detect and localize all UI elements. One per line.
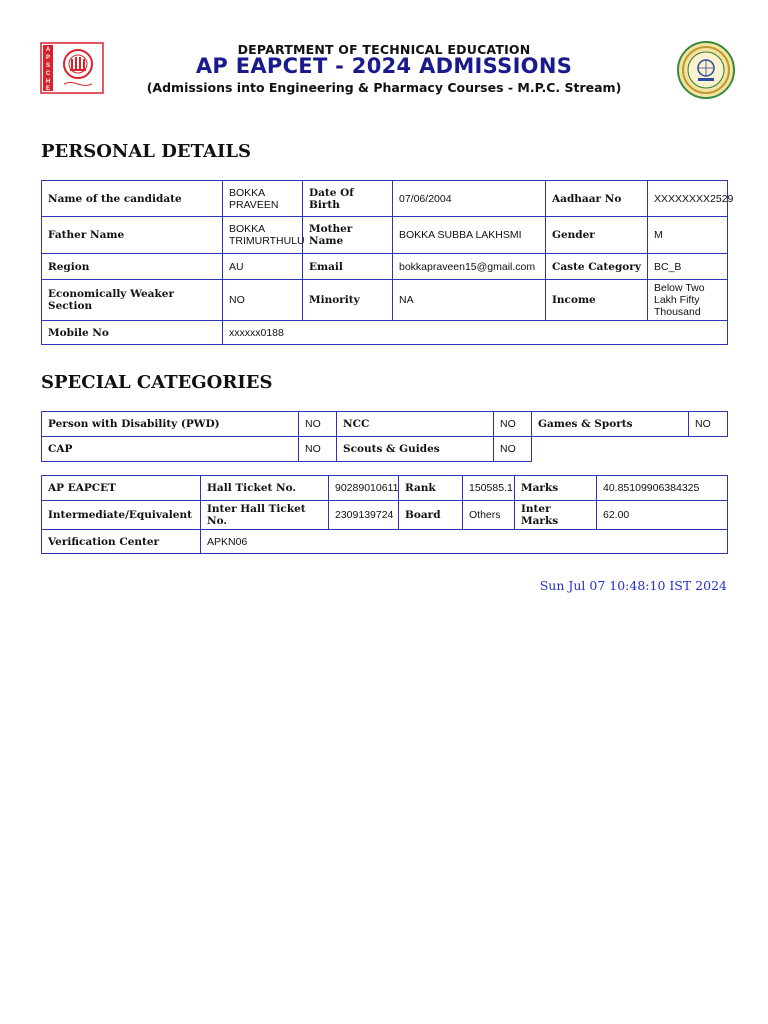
svg-text:P: P bbox=[45, 55, 51, 61]
scouts-guides-label: Scouts & Guides bbox=[337, 437, 494, 462]
special-categories-table bbox=[41, 411, 728, 462]
dob-value: 07/06/2004 bbox=[393, 181, 546, 217]
svg-text:A: A bbox=[45, 47, 51, 53]
personal-details-heading: PERSONAL DETAILS bbox=[41, 141, 252, 162]
table-row bbox=[42, 280, 728, 321]
verification-center-value: APKN06 bbox=[201, 530, 728, 554]
minority-label: Minority bbox=[303, 280, 393, 321]
pwd-label: Person with Disability (PWD) bbox=[42, 412, 299, 437]
table-row bbox=[42, 412, 728, 437]
inter-marks-value: 62.00 bbox=[597, 501, 728, 530]
ncc-value: NO bbox=[494, 412, 532, 437]
gender-value: M bbox=[648, 217, 728, 254]
table-row bbox=[42, 437, 728, 462]
email-value: bokkapraveen15@gmail.com bbox=[393, 254, 546, 280]
hall-ticket-label: Hall Ticket No. bbox=[201, 476, 329, 501]
verification-center-label: Verification Center bbox=[42, 530, 201, 554]
department-name: DEPARTMENT OF TECHNICAL EDUCATION bbox=[237, 42, 531, 57]
cap-value: NO bbox=[299, 437, 337, 462]
income-label: Income bbox=[546, 280, 648, 321]
svg-text:C: C bbox=[45, 71, 51, 77]
mother-name-value: BOKKA SUBBA LAKHSMI bbox=[393, 217, 546, 254]
ews-label: Economically Weaker Section bbox=[42, 280, 223, 321]
dob-label: Date Of Birth bbox=[303, 181, 393, 217]
scouts-guides-value: NO bbox=[494, 437, 532, 462]
svg-text:H: H bbox=[45, 79, 51, 85]
aadhaar-label: Aadhaar No bbox=[546, 181, 648, 217]
caste-category-value: BC_B bbox=[648, 254, 728, 280]
father-name-label: Father Name bbox=[42, 217, 223, 254]
games-sports-label: Games & Sports bbox=[532, 412, 689, 437]
mobile-value: xxxxxx0188 bbox=[223, 321, 728, 345]
games-sports-value: NO bbox=[689, 412, 728, 437]
income-value: Below Two Lakh Fifty Thousand bbox=[648, 280, 728, 321]
table-row bbox=[42, 254, 728, 280]
table-row bbox=[42, 530, 728, 554]
cap-label: CAP bbox=[42, 437, 299, 462]
table-row bbox=[42, 181, 728, 217]
andhra-pradesh-emblem-icon bbox=[676, 40, 736, 100]
aadhaar-value: XXXXXXXX2529 bbox=[648, 181, 728, 217]
region-label: Region bbox=[42, 254, 223, 280]
name-value: BOKKA PRAVEEN bbox=[223, 181, 303, 217]
svg-text:S: S bbox=[45, 63, 51, 69]
email-label: Email bbox=[303, 254, 393, 280]
pwd-value: NO bbox=[299, 412, 337, 437]
inter-hall-ticket-label: Inter Hall Ticket No. bbox=[201, 501, 329, 530]
rank-value: 150585.1 bbox=[463, 476, 515, 501]
special-categories-heading: SPECIAL CATEGORIES bbox=[41, 372, 273, 393]
rank-label: Rank bbox=[399, 476, 463, 501]
inter-hall-ticket-value: 2309139724 bbox=[329, 501, 399, 530]
mother-name-label: Mother Name bbox=[303, 217, 393, 254]
father-name-value: BOKKA TRIMURTHULU bbox=[223, 217, 303, 254]
ews-value: NO bbox=[223, 280, 303, 321]
board-value: Others bbox=[463, 501, 515, 530]
gender-label: Gender bbox=[546, 217, 648, 254]
table-row bbox=[42, 321, 728, 345]
table-row bbox=[42, 217, 728, 254]
hall-ticket-value: 90289010611 bbox=[329, 476, 399, 501]
name-label: Name of the candidate bbox=[42, 181, 223, 217]
page-title: AP EAPCET - 2024 ADMISSIONS bbox=[195, 54, 573, 78]
region-value: AU bbox=[223, 254, 303, 280]
marks-label: Marks bbox=[515, 476, 597, 501]
exam-details-table bbox=[41, 475, 728, 554]
ncc-label: NCC bbox=[337, 412, 494, 437]
page-header bbox=[0, 0, 768, 110]
caste-category-label: Caste Category bbox=[546, 254, 648, 280]
page-subtitle: (Admissions into Engineering & Pharmacy Courses - M.P.C. Stream) bbox=[146, 80, 622, 95]
svg-text:E: E bbox=[45, 86, 51, 92]
table-row bbox=[42, 501, 728, 530]
inter-marks-label: Inter Marks bbox=[515, 501, 597, 530]
marks-value: 40.85109906384325 bbox=[597, 476, 728, 501]
ap-eapcet-label: AP EAPCET bbox=[42, 476, 201, 501]
minority-value: NA bbox=[393, 280, 546, 321]
board-label: Board bbox=[399, 501, 463, 530]
mobile-label: Mobile No bbox=[42, 321, 223, 345]
personal-details-table bbox=[41, 180, 734, 345]
generated-timestamp: Sun Jul 07 10:48:10 IST 2024 bbox=[539, 578, 727, 593]
intermediate-label: Intermediate/Equivalent bbox=[42, 501, 201, 530]
table-row bbox=[42, 476, 728, 501]
